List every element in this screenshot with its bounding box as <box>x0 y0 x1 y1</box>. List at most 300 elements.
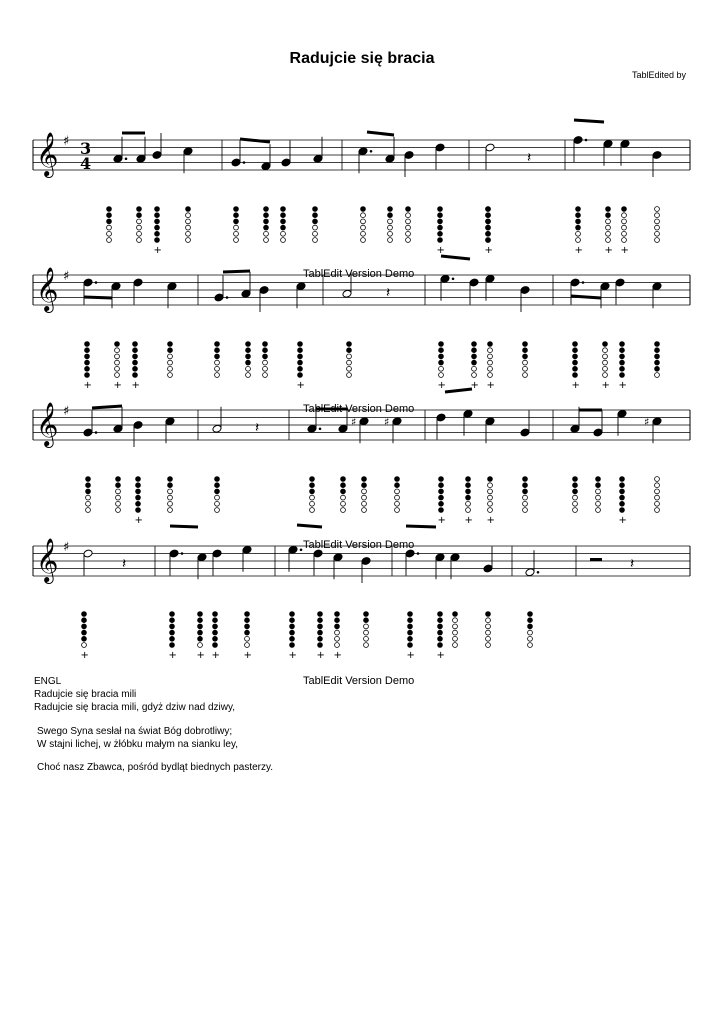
hole-closed <box>213 636 218 641</box>
overblow-plus-icon: + <box>196 650 205 662</box>
hole-closed <box>576 219 581 224</box>
note-head <box>435 553 445 562</box>
hole-open <box>347 360 352 365</box>
hole-closed <box>198 624 203 629</box>
hole-closed <box>155 213 160 218</box>
hole-closed <box>408 612 413 617</box>
hole-closed <box>155 238 160 243</box>
hole-open <box>116 495 121 500</box>
hole-open <box>603 360 608 365</box>
note-head <box>359 417 369 426</box>
hole-open <box>364 636 369 641</box>
hole-closed <box>264 219 269 224</box>
lyrics-heading: ENGL <box>34 676 62 687</box>
note-head <box>133 278 143 287</box>
hole-closed <box>472 348 477 353</box>
hole-closed <box>290 612 295 617</box>
hole-open <box>488 354 493 359</box>
hole-open <box>341 501 346 506</box>
overblow-plus-icon: + <box>153 245 162 257</box>
overblow-plus-icon: + <box>134 515 143 527</box>
hole-closed <box>137 207 142 212</box>
note-beam <box>445 389 472 392</box>
hole-closed <box>310 489 315 494</box>
hole-closed <box>107 207 112 212</box>
hole-closed <box>620 360 625 365</box>
overblow-plus-icon: + <box>574 245 583 257</box>
hole-closed <box>136 477 141 482</box>
note-head <box>485 417 495 426</box>
hole-open <box>603 373 608 378</box>
hole-closed <box>168 342 173 347</box>
note-dot <box>95 431 98 434</box>
hole-closed <box>439 360 444 365</box>
hole-open <box>573 495 578 500</box>
overblow-plus-icon: + <box>470 380 479 392</box>
note-head <box>231 158 241 167</box>
hole-closed <box>523 477 528 482</box>
hole-open <box>406 231 411 236</box>
overblow-plus-icon: + <box>571 380 580 392</box>
hole-open <box>596 495 601 500</box>
hole-closed <box>406 207 411 212</box>
overblow-plus-icon: + <box>436 245 445 257</box>
hole-open <box>655 501 660 506</box>
hole-closed <box>576 225 581 230</box>
hole-closed <box>364 618 369 623</box>
hole-closed <box>620 495 625 500</box>
hole-closed <box>245 612 250 617</box>
hole-closed <box>438 618 443 623</box>
hole-open <box>622 225 627 230</box>
hole-open <box>528 636 533 641</box>
hole-open <box>655 213 660 218</box>
hole-closed <box>576 207 581 212</box>
note-dot <box>226 296 229 299</box>
hole-open <box>596 501 601 506</box>
hole-closed <box>290 643 295 648</box>
hole-open <box>215 366 220 371</box>
hole-closed <box>523 489 528 494</box>
hole-closed <box>439 508 444 513</box>
hole-closed <box>620 366 625 371</box>
note-head <box>525 568 535 577</box>
hole-open <box>655 495 660 500</box>
hole-open <box>186 238 191 243</box>
hole-closed <box>298 373 303 378</box>
hole-closed <box>213 624 218 629</box>
note-head <box>392 417 402 426</box>
accidental-sharp: ♯ <box>644 415 650 429</box>
hole-open <box>107 231 112 236</box>
hole-closed <box>573 354 578 359</box>
hole-closed <box>486 225 491 230</box>
note-head <box>652 282 662 291</box>
hole-open <box>215 508 220 513</box>
hole-open <box>215 501 220 506</box>
hole-closed <box>246 348 251 353</box>
hole-open <box>364 630 369 635</box>
hole-open <box>361 213 366 218</box>
hole-open <box>606 225 611 230</box>
hole-closed <box>523 483 528 488</box>
hole-closed <box>133 354 138 359</box>
hole-closed <box>438 630 443 635</box>
hole-open <box>388 219 393 224</box>
hole-closed <box>115 342 120 347</box>
note-dot <box>181 552 184 555</box>
hole-open <box>86 495 91 500</box>
hole-open <box>655 373 660 378</box>
hole-closed <box>341 483 346 488</box>
hole-open <box>362 489 367 494</box>
note-head <box>214 293 224 302</box>
hole-open <box>263 366 268 371</box>
hole-closed <box>264 225 269 230</box>
key-signature-sharp: ♯ <box>63 134 70 149</box>
note-head <box>485 274 495 283</box>
hole-closed <box>318 624 323 629</box>
overblow-plus-icon: + <box>436 650 445 662</box>
hole-open <box>362 508 367 513</box>
hole-closed <box>298 366 303 371</box>
hole-closed <box>168 477 173 482</box>
hole-open <box>361 219 366 224</box>
note-head <box>136 154 146 163</box>
hole-open <box>406 213 411 218</box>
lyrics-line: Swego Syna sesłał na świat Bóg dobrotliwy; <box>37 726 233 737</box>
hole-open <box>281 238 286 243</box>
hole-open <box>573 501 578 506</box>
hole-open <box>347 373 352 378</box>
hole-open <box>82 643 87 648</box>
treble-clef-icon: 𝄞 <box>36 267 59 311</box>
overblow-plus-icon: + <box>486 515 495 527</box>
hole-open <box>362 495 367 500</box>
hole-open <box>264 231 269 236</box>
hole-open <box>406 219 411 224</box>
hole-closed <box>472 360 477 365</box>
quarter-rest-icon: 𝄽 <box>122 556 127 572</box>
hole-open <box>310 501 315 506</box>
hole-closed <box>620 373 625 378</box>
hole-closed <box>170 643 175 648</box>
hole-closed <box>395 477 400 482</box>
hole-open <box>215 360 220 365</box>
note-head <box>652 417 662 426</box>
note-head <box>404 151 414 160</box>
hole-closed <box>82 612 87 617</box>
hole-open <box>137 225 142 230</box>
staves <box>33 132 690 584</box>
hole-closed <box>341 477 346 482</box>
hole-closed <box>438 225 443 230</box>
hole-open <box>576 238 581 243</box>
hole-closed <box>438 624 443 629</box>
note-head <box>133 421 143 430</box>
hole-closed <box>528 624 533 629</box>
note-beam <box>84 297 112 298</box>
quarter-rest-icon: 𝄽 <box>386 285 391 301</box>
hole-closed <box>466 477 471 482</box>
hole-closed <box>298 348 303 353</box>
hole-closed <box>246 354 251 359</box>
hole-closed <box>438 207 443 212</box>
hole-closed <box>388 213 393 218</box>
overblow-plus-icon: + <box>80 650 89 662</box>
hole-closed <box>361 207 366 212</box>
note-head <box>338 424 348 433</box>
hole-closed <box>290 618 295 623</box>
hole-open <box>263 373 268 378</box>
overblow-plus-icon: + <box>131 380 140 392</box>
hole-closed <box>170 618 175 623</box>
hole-open <box>264 238 269 243</box>
hole-closed <box>596 477 601 482</box>
hole-closed <box>281 207 286 212</box>
hole-open <box>603 354 608 359</box>
hole-closed <box>86 483 91 488</box>
hole-closed <box>439 477 444 482</box>
overblow-plus-icon: + <box>243 650 252 662</box>
hole-open <box>573 508 578 513</box>
note-head <box>197 553 207 562</box>
hole-open <box>107 238 112 243</box>
overblow-plus-icon: + <box>296 380 305 392</box>
hole-closed <box>215 489 220 494</box>
hole-closed <box>408 624 413 629</box>
hole-closed <box>85 354 90 359</box>
lyrics-line: W stajni lichej, w żłóbku małym na sianku ley, <box>37 739 238 750</box>
hole-open <box>606 238 611 243</box>
hole-closed <box>486 238 491 243</box>
note-dot <box>585 139 588 142</box>
hole-open <box>603 348 608 353</box>
hole-closed <box>313 219 318 224</box>
note-head <box>296 282 306 291</box>
hole-open <box>115 373 120 378</box>
hole-closed <box>215 348 220 353</box>
note-beam <box>574 120 604 122</box>
overblow-plus-icon: + <box>288 650 297 662</box>
hole-open <box>362 501 367 506</box>
hole-open <box>168 360 173 365</box>
note-head <box>83 278 93 287</box>
hole-closed <box>246 360 251 365</box>
hole-open <box>488 495 493 500</box>
hole-open <box>488 373 493 378</box>
hole-closed <box>318 618 323 623</box>
note-dot <box>417 552 420 555</box>
hole-open <box>406 238 411 243</box>
hole-open <box>168 373 173 378</box>
note-head <box>242 545 252 554</box>
hole-closed <box>528 618 533 623</box>
hole-open <box>488 508 493 513</box>
note-head <box>307 424 317 433</box>
hole-closed <box>573 366 578 371</box>
overblow-plus-icon: + <box>437 380 446 392</box>
note-head <box>152 151 162 160</box>
hole-open <box>576 231 581 236</box>
hole-closed <box>86 489 91 494</box>
hole-open <box>168 489 173 494</box>
hole-closed <box>215 477 220 482</box>
hole-open <box>115 366 120 371</box>
note-dot <box>452 277 455 280</box>
hole-open <box>168 354 173 359</box>
hole-open <box>622 231 627 236</box>
hole-open <box>655 225 660 230</box>
hole-open <box>116 489 121 494</box>
hole-open <box>606 231 611 236</box>
hole-closed <box>347 348 352 353</box>
key-signature-sharp: ♯ <box>63 269 70 284</box>
hole-closed <box>318 636 323 641</box>
hole-open <box>246 366 251 371</box>
hole-open <box>466 501 471 506</box>
note-head <box>259 286 269 295</box>
overblow-plus-icon: + <box>620 245 629 257</box>
hole-closed <box>655 342 660 347</box>
hole-closed <box>438 612 443 617</box>
overblow-plus-icon: + <box>618 380 627 392</box>
hole-closed <box>347 342 352 347</box>
hole-open <box>466 508 471 513</box>
treble-clef-icon: 𝄞 <box>36 538 59 582</box>
hole-closed <box>439 501 444 506</box>
hole-closed <box>622 207 627 212</box>
note-head <box>241 289 251 298</box>
hole-open <box>361 231 366 236</box>
hole-open <box>115 360 120 365</box>
hole-closed <box>439 348 444 353</box>
hole-closed <box>408 618 413 623</box>
hole-closed <box>298 354 303 359</box>
hole-closed <box>155 231 160 236</box>
hole-closed <box>606 207 611 212</box>
hole-closed <box>573 489 578 494</box>
hole-closed <box>213 618 218 623</box>
hole-closed <box>313 213 318 218</box>
hole-open <box>453 636 458 641</box>
hole-open <box>137 219 142 224</box>
hole-closed <box>213 630 218 635</box>
note-head <box>342 289 352 298</box>
note-head <box>435 143 445 152</box>
note-head <box>620 139 630 148</box>
hole-closed <box>486 207 491 212</box>
note-beam <box>571 296 601 298</box>
hole-open <box>341 508 346 513</box>
hole-open <box>453 630 458 635</box>
hole-closed <box>133 342 138 347</box>
hole-closed <box>116 483 121 488</box>
hole-open <box>523 508 528 513</box>
treble-clef-icon: 𝄞 <box>36 402 59 446</box>
hole-closed <box>573 360 578 365</box>
hole-closed <box>439 489 444 494</box>
overblow-plus-icon: + <box>333 650 342 662</box>
hole-open <box>215 373 220 378</box>
accidental-sharp: ♯ <box>384 415 390 429</box>
hole-open <box>186 219 191 224</box>
hole-open <box>168 508 173 513</box>
key-signature-sharp: ♯ <box>63 540 70 555</box>
hole-open <box>137 238 142 243</box>
hole-open <box>488 348 493 353</box>
note-head <box>570 424 580 433</box>
hole-closed <box>85 360 90 365</box>
hole-open <box>245 636 250 641</box>
hole-closed <box>290 630 295 635</box>
demo-watermark: TablEdit Version Demo <box>303 403 415 415</box>
hole-open <box>488 489 493 494</box>
hole-open <box>439 373 444 378</box>
note-head <box>652 151 662 160</box>
hole-closed <box>281 219 286 224</box>
hole-open <box>655 238 660 243</box>
hole-open <box>523 501 528 506</box>
hole-closed <box>246 342 251 347</box>
hole-closed <box>215 342 220 347</box>
hole-closed <box>528 612 533 617</box>
note-head <box>113 424 123 433</box>
hole-open <box>523 366 528 371</box>
time-signature-top: 3 <box>80 139 92 158</box>
hole-closed <box>234 219 239 224</box>
hole-closed <box>488 477 493 482</box>
note-head <box>361 557 371 566</box>
overblow-plus-icon: + <box>486 380 495 392</box>
hole-closed <box>168 483 173 488</box>
hole-closed <box>606 213 611 218</box>
demo-watermark: TablEdit Version Demo <box>303 675 415 687</box>
note-beam <box>297 525 322 527</box>
hole-closed <box>362 483 367 488</box>
hole-closed <box>318 630 323 635</box>
hole-open <box>86 508 91 513</box>
hole-closed <box>408 630 413 635</box>
demo-watermark: TablEdit Version Demo <box>303 268 415 280</box>
hole-closed <box>155 219 160 224</box>
note-dot <box>319 427 322 430</box>
note-head <box>169 549 179 558</box>
hole-open <box>116 508 121 513</box>
note-head <box>288 545 298 554</box>
hole-closed <box>472 354 477 359</box>
hole-open <box>310 508 315 513</box>
hole-closed <box>170 630 175 635</box>
hole-closed <box>133 348 138 353</box>
hole-closed <box>438 636 443 641</box>
hole-open <box>472 366 477 371</box>
hole-closed <box>620 342 625 347</box>
hole-closed <box>198 618 203 623</box>
hole-open <box>215 495 220 500</box>
hole-closed <box>85 373 90 378</box>
note-head <box>83 428 93 437</box>
hole-open <box>388 231 393 236</box>
note-head <box>615 278 625 287</box>
note-head <box>313 154 323 163</box>
hole-closed <box>133 360 138 365</box>
note-head <box>83 549 93 558</box>
hole-closed <box>620 477 625 482</box>
overblow-plus-icon: + <box>113 380 122 392</box>
hole-closed <box>85 342 90 347</box>
note-head <box>281 158 291 167</box>
